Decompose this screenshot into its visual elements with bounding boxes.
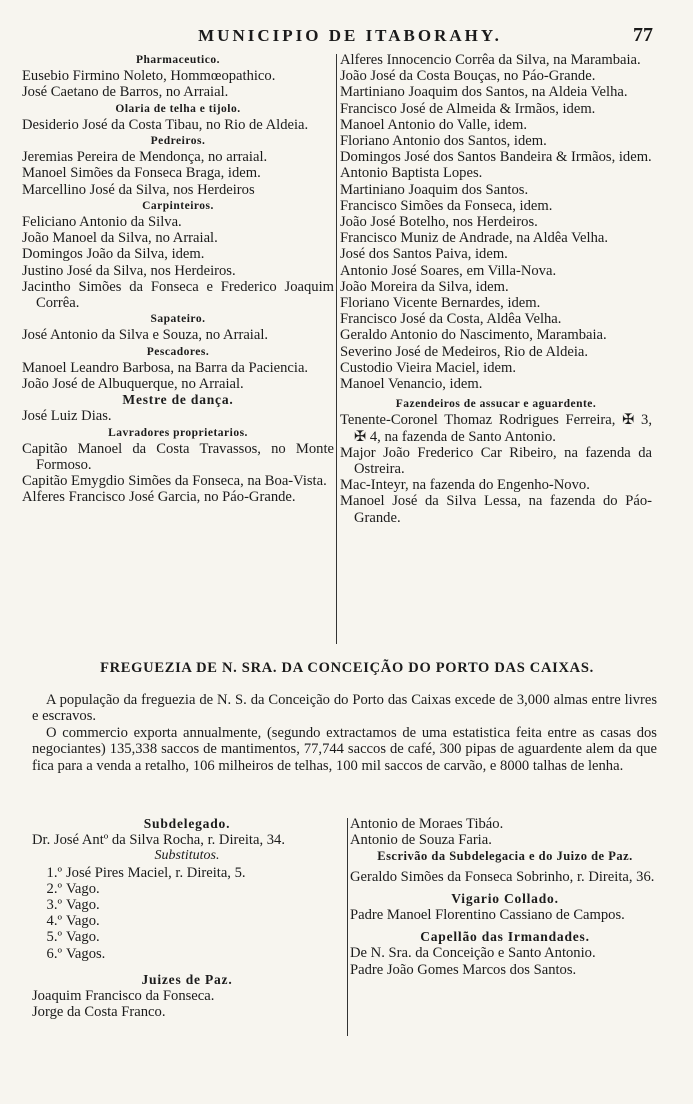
list-item: Geraldo Antonio do Nascimento, Marambaia. bbox=[340, 327, 607, 344]
substitute-row bbox=[32, 946, 342, 962]
paragraph-population: A população da freguezia de N. S. da Conceição do Porto das Caixas excede de 3,000 almas entre livres e escravos. bbox=[32, 692, 657, 725]
bottom-right-column bbox=[350, 816, 660, 978]
ordinal: 2.º bbox=[46, 880, 62, 897]
ordinal: 1.º bbox=[46, 864, 62, 881]
list-item: Feliciano Antonio da Silva. bbox=[22, 214, 182, 231]
ordinal: 5.º bbox=[46, 929, 62, 946]
list-item: Francisco Simões da Fonseca, idem. bbox=[340, 197, 553, 214]
list-item: José Caetano de Barros, no Arraial. bbox=[22, 84, 229, 101]
list-item: Antonio de Moraes Tibáo. bbox=[350, 816, 504, 832]
list-item: Padre Manoel Florentino Cassiano de Campos. bbox=[350, 907, 625, 924]
list-item: Geraldo Simões da Fonseca Sobrinho, r. Direita, 36. bbox=[350, 868, 655, 885]
heading-subdelegado: Subdelegado. bbox=[143, 816, 231, 831]
heading-fazendeiros: Fazendeiros de assucar e aguardente. bbox=[395, 398, 597, 411]
ordinal: 6.º bbox=[46, 945, 62, 962]
list-item: Domingos João da Silva, idem. bbox=[22, 246, 205, 263]
heading-pescadores: Pescadores. bbox=[146, 345, 210, 358]
list-item: Antonio José Soares, em Villa-Nova. bbox=[340, 262, 557, 279]
list-item: Marcellino José da Silva, nos Herdeiros bbox=[22, 181, 255, 198]
list-item: Jacintho Simões da Fonseca e Frederico Joaquim Corrêa. bbox=[22, 278, 334, 312]
list-item: Mac-Inteyr, na fazenda do Engenho-Novo. bbox=[340, 477, 590, 494]
substitute-row bbox=[32, 865, 342, 881]
list-item: Manoel Antonio do Valle, idem. bbox=[340, 116, 527, 133]
heading-substitutos: Substitutos. bbox=[154, 848, 220, 864]
top-right-column bbox=[340, 52, 652, 526]
column-divider bbox=[347, 818, 348, 1036]
substitute-row bbox=[32, 897, 342, 913]
list-item: Severino José de Medeiros, Rio de Aldeia. bbox=[340, 343, 589, 360]
substitute-row bbox=[32, 913, 342, 929]
ordinal: 3.º bbox=[46, 897, 62, 914]
list-item: Padre João Gomes Marcos dos Santos. bbox=[350, 961, 577, 978]
heading-pedreiros: Pedreiros. bbox=[150, 135, 206, 148]
bottom-left-column bbox=[32, 816, 342, 1020]
list-item: Jeremias Pereira de Mendonça, no arraial. bbox=[22, 149, 268, 166]
heading-olaria: Olaria de telha e tijolo. bbox=[115, 102, 241, 115]
list-item: Custodio Vieira Maciel, idem. bbox=[340, 359, 516, 376]
substitute-name: Vagos. bbox=[66, 945, 106, 962]
page-number: 77 bbox=[633, 24, 653, 46]
heading-sapateiro: Sapateiro. bbox=[150, 313, 206, 326]
section-title: FREGUEZIA DE N. SRA. DA CONCEIÇÃO DO PORTO DAS CAIXAS. bbox=[100, 660, 594, 676]
list-item: Manoel Simões da Fonseca Braga, idem. bbox=[22, 165, 261, 182]
list-item: Francisco José da Costa, Aldêa Velha. bbox=[340, 311, 562, 328]
heading-vigario: Vigario Collado. bbox=[451, 890, 559, 906]
column-divider bbox=[336, 54, 337, 644]
list-item: Martiniano Joaquim dos Santos, na Aldeia Velha. bbox=[340, 84, 628, 101]
paragraph-commerce: O commercio exporta annualmente, (segundo extractamos de uma estatistica feita entre as casas dos negociantes) 135,338 saccos de mantimentos, 77,744 saccos de café, 300 pipas de aguardente alem da que fica para a venda a retalho, 106 milheiros de telhas, 100 mil saccos de carvão, e 8000 talhas de lenha. bbox=[32, 724, 657, 774]
list-item: João José da Costa Bouças, no Páo-Grande. bbox=[340, 68, 596, 85]
heading-juizes: Juizes de Paz. bbox=[141, 971, 233, 987]
list-item: Antonio Baptista Lopes. bbox=[340, 165, 483, 182]
list-item: Francisco Muniz de Andrade, na Aldêa Velha. bbox=[340, 230, 609, 247]
list-item: Capitão Manoel da Costa Travassos, no Monte Formoso. bbox=[22, 440, 334, 474]
top-left-column bbox=[22, 52, 334, 506]
substitute-row bbox=[32, 929, 342, 945]
heading-carpinteiros: Carpinteiros. bbox=[142, 199, 214, 212]
list-item: Joaquim Francisco da Fonseca. bbox=[32, 988, 215, 1005]
substitute-name: Vago. bbox=[66, 897, 100, 914]
heading-pharmaceutico: Pharmaceutico. bbox=[136, 54, 220, 66]
list-item: João José Botelho, nos Herdeiros. bbox=[340, 214, 538, 231]
list-item: João Moreira da Silva, idem. bbox=[340, 278, 509, 295]
heading-lavradores: Lavradores proprietarios. bbox=[108, 426, 248, 439]
heading-capellao: Capellão das Irmandades. bbox=[420, 929, 590, 945]
list-item: José Luiz Dias. bbox=[22, 408, 112, 425]
list-item: Manoel Leandro Barbosa, na Barra da Paciencia. bbox=[22, 359, 309, 376]
substitute-name: Vago. bbox=[66, 913, 100, 930]
list-item: Alferes Francisco José Garcia, no Páo-Grande. bbox=[22, 489, 296, 506]
ordinal: 4.º bbox=[46, 913, 62, 930]
list-item: João José de Albuquerque, no Arraial. bbox=[22, 376, 244, 393]
running-title: MUNICIPIO DE ITABORAHY. bbox=[198, 26, 502, 45]
list-item: Floriano Antonio dos Santos, idem. bbox=[340, 133, 547, 150]
page-header bbox=[0, 26, 693, 50]
list-item: Floriano Vicente Bernardes, idem. bbox=[340, 295, 541, 312]
list-item: Manoel José da Silva Lessa, na fazenda do Páo-Grande. bbox=[340, 493, 652, 526]
list-item: Tenente-Coronel Thomaz Rodrigues Ferreira, ✠ 3, ✠ 4, na fazenda de Santo Antonio. bbox=[340, 412, 652, 445]
section-text bbox=[32, 692, 657, 774]
list-item: Antonio de Souza Faria. bbox=[350, 832, 492, 849]
substitute-name: Vago. bbox=[66, 880, 100, 897]
list-item: De N. Sra. da Conceição e Santo Antonio. bbox=[350, 945, 596, 962]
list-item: Major João Frederico Car Ribeiro, na fazenda da Ostreira. bbox=[340, 444, 652, 478]
list-item: Jorge da Costa Franco. bbox=[32, 1004, 166, 1021]
list-item: Desiderio José da Costa Tibau, no Rio de Aldeia. bbox=[22, 116, 309, 133]
list-item: Justino José da Silva, nos Herdeiros. bbox=[22, 262, 236, 279]
list-item: Domingos José dos Santos Bandeira & Irmãos, idem. bbox=[340, 149, 652, 166]
substitute-name: Vago. bbox=[66, 929, 100, 946]
heading-escrivao: Escrivão da Subdelegacia e do Juizo de Paz. bbox=[377, 849, 633, 864]
list-item: Martiniano Joaquim dos Santos. bbox=[340, 181, 529, 198]
substitute-name: José Pires Maciel, r. Direita, 5. bbox=[66, 864, 246, 881]
substitute-row bbox=[32, 881, 342, 897]
list-item: José dos Santos Paiva, idem. bbox=[340, 246, 508, 263]
list-item: Eusebio Firmino Noleto, Hommœopathico. bbox=[22, 68, 276, 85]
list-item: Capitão Emygdio Simões da Fonseca, na Boa-Vista. bbox=[22, 473, 327, 490]
list-item: João Manoel da Silva, no Arraial. bbox=[22, 230, 218, 247]
list-item: Alferes Innocencio Corrêa da Silva, na Marambaia. bbox=[340, 52, 641, 68]
list-item: José Antonio da Silva e Souza, no Arraial. bbox=[22, 327, 269, 344]
list-item: Manoel Venancio, idem. bbox=[340, 376, 483, 393]
heading-mestre-danca: Mestre de dança. bbox=[122, 392, 234, 408]
list-item: Francisco José de Almeida & Irmãos, idem. bbox=[340, 100, 596, 117]
list-item: Dr. José Antº da Silva Rocha, r. Direita, 34. bbox=[32, 832, 285, 849]
